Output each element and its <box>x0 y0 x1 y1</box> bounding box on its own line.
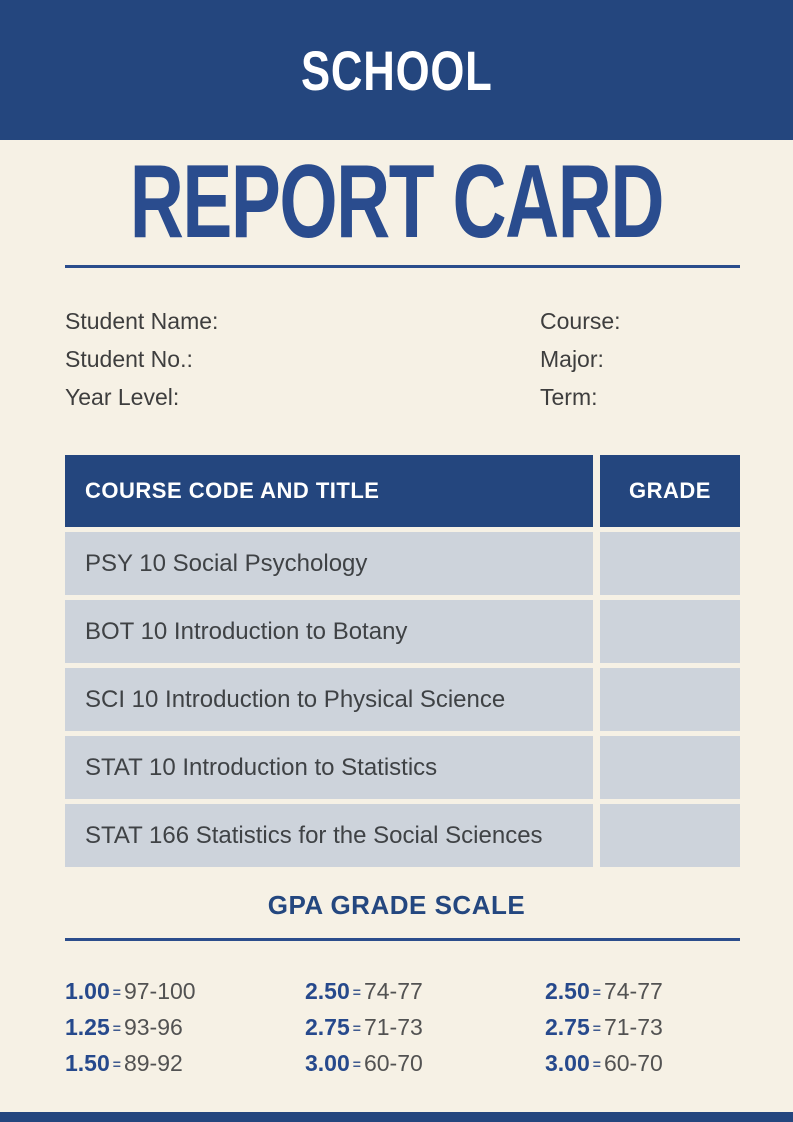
table-row <box>65 668 740 731</box>
equals-sign: = <box>592 984 601 1000</box>
course-column-header: COURSE CODE AND TITLE <box>65 455 593 527</box>
page-title: REPORT CARD <box>129 144 664 260</box>
gpa-scale-column <box>305 975 545 1083</box>
course-cell: PSY 10 Social Psychology <box>65 532 593 595</box>
gpa-scale-divider <box>65 938 740 941</box>
gpa-scale-entry <box>65 975 305 1011</box>
gpa-scale-entry <box>305 1047 545 1083</box>
gpa-range: 60-70 <box>363 1050 423 1076</box>
page-title-wrap <box>0 144 793 260</box>
table-row <box>65 600 740 663</box>
student-info-section <box>65 302 740 416</box>
grade-cell[interactable] <box>600 668 740 731</box>
student-info-right-column <box>540 302 740 416</box>
gpa-scale-entry <box>305 1011 545 1047</box>
gpa-range: 93-96 <box>123 1014 183 1040</box>
grade-cell[interactable] <box>600 532 740 595</box>
gpa-scale-entry <box>305 975 545 1011</box>
grade-cell[interactable] <box>600 736 740 799</box>
gpa-value: 1.00 <box>65 978 110 1004</box>
gpa-range: 74-77 <box>603 978 663 1004</box>
course-label: Course: <box>540 308 621 334</box>
gpa-value: 1.25 <box>65 1014 110 1040</box>
grade-cell[interactable] <box>600 600 740 663</box>
student-info-left-column <box>65 302 540 416</box>
equals-sign: = <box>112 1020 121 1036</box>
gpa-scale-entry <box>545 1047 740 1083</box>
bottom-accent-bar <box>0 1112 793 1122</box>
gpa-scale-column <box>545 975 740 1083</box>
gpa-range: 60-70 <box>603 1050 663 1076</box>
gpa-range: 97-100 <box>123 978 196 1004</box>
term-label: Term: <box>540 384 598 410</box>
gpa-value: 2.50 <box>305 978 350 1004</box>
course-cell: STAT 10 Introduction to Statistics <box>65 736 593 799</box>
year-level-label: Year Level: <box>65 384 180 410</box>
equals-sign: = <box>352 1056 361 1072</box>
course-table-header-row <box>65 455 740 527</box>
school-banner <box>0 0 793 140</box>
gpa-value: 3.00 <box>305 1050 350 1076</box>
student-name-label: Student Name: <box>65 308 219 334</box>
grade-cell[interactable] <box>600 804 740 867</box>
gpa-scale-entry <box>545 975 740 1011</box>
course-cell: BOT 10 Introduction to Botany <box>65 600 593 663</box>
gpa-scale-grid <box>65 975 740 1083</box>
course-cell: SCI 10 Introduction to Physical Science <box>65 668 593 731</box>
gpa-value: 2.75 <box>305 1014 350 1040</box>
title-divider <box>65 265 740 268</box>
gpa-value: 2.50 <box>545 978 590 1004</box>
gpa-value: 2.75 <box>545 1014 590 1040</box>
gpa-range: 71-73 <box>603 1014 663 1040</box>
gpa-scale-entry <box>545 1011 740 1047</box>
equals-sign: = <box>352 984 361 1000</box>
gpa-range: 89-92 <box>123 1050 183 1076</box>
gpa-value: 1.50 <box>65 1050 110 1076</box>
equals-sign: = <box>352 1020 361 1036</box>
course-cell: STAT 166 Statistics for the Social Sciences <box>65 804 593 867</box>
school-banner-label: SCHOOL <box>300 38 493 102</box>
equals-sign: = <box>112 984 121 1000</box>
gpa-scale-heading: GPA GRADE SCALE <box>267 890 526 920</box>
gpa-range: 71-73 <box>363 1014 423 1040</box>
table-row <box>65 736 740 799</box>
equals-sign: = <box>592 1020 601 1036</box>
equals-sign: = <box>592 1056 601 1072</box>
course-table <box>65 455 740 872</box>
table-row <box>65 804 740 867</box>
equals-sign: = <box>112 1056 121 1072</box>
gpa-scale-column <box>65 975 305 1083</box>
major-label: Major: <box>540 346 604 372</box>
gpa-value: 3.00 <box>545 1050 590 1076</box>
gpa-range: 74-77 <box>363 978 423 1004</box>
grade-column-header: GRADE <box>600 455 740 527</box>
student-no-label: Student No.: <box>65 346 193 372</box>
table-row <box>65 532 740 595</box>
gpa-scale-entry <box>65 1011 305 1047</box>
gpa-scale-entry <box>65 1047 305 1083</box>
